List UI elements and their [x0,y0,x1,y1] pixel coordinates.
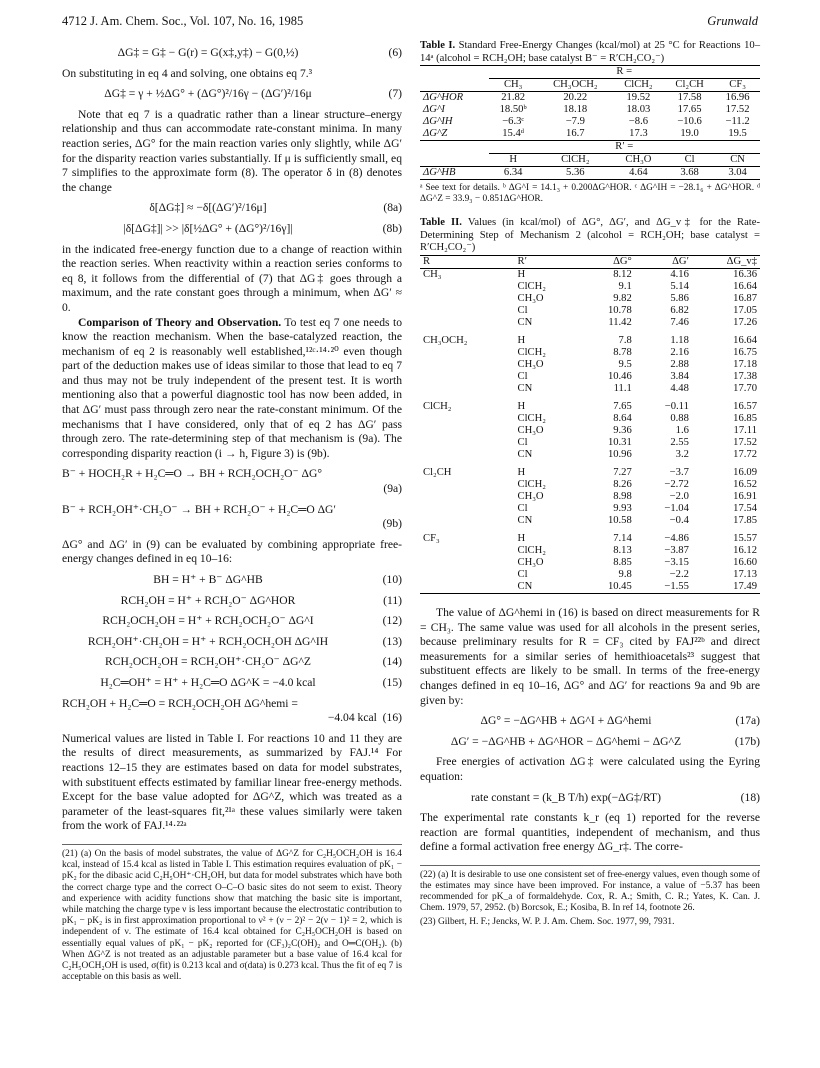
table-cell: 15.57 [733,532,757,544]
equation-8a: δ[ΔG‡] ≈ −δ[(ΔG′)²/16μ] (8a) [149,201,402,215]
table-cell: 5.14 [670,280,689,292]
author-name: Grunwald [707,14,758,28]
table-cell: 3.04 [728,167,747,179]
table-cell: CN [517,580,533,592]
table-cell: 16.96 [725,92,750,104]
table-row [420,581,760,594]
paragraph: Note that eq 7 is a quadratic rather than a linear structure–energy relationship and thus can accommodate rate-constant minima. In many reaction series, ΔG° for the main reaction varies only slightly, while ΔG′ for the disparity reaction varies substantially. If μ is sufficiently small, eq 7 simplifies to the approximate form (8). The operator δ in (8) denotes the change [62,107,402,194]
table-row [420,479,760,491]
table-cell: −2.72 [664,478,689,490]
table-cell: 17.18 [733,358,757,370]
table-cell [420,371,515,383]
table-cell: 7.14 [613,532,632,544]
table-cell: 8.13 [613,544,632,556]
table-cell: 8.64 [613,412,632,424]
equation-13: RCH₂OH⁺·CH₂OH = H⁺ + RCH₂OCH₂OH ΔG^IH (13) [87,634,402,648]
table-cell: 8.78 [613,346,632,358]
table-cell: 8.85 [613,556,632,568]
column-header: CH₃O [625,154,652,166]
table-cell [420,557,515,569]
left-column [62,40,402,985]
table-cell: −11.2 [725,116,750,128]
paragraph: The experimental rate constants k_r (eq 1) reported for the reverse reaction are formal quantities, independent of mechanism, and thus define a formal activation free energy ΔG_r‡. The corre- [420,811,760,854]
table-cell: 20.22 [563,92,588,104]
table-cell [420,491,515,503]
table-cell [420,413,515,425]
table-cell: 2.88 [670,358,689,370]
table-cell: 19.0 [680,128,699,140]
table-row [420,425,760,437]
table-cell: H [517,400,526,412]
table-cell: 10.31 [607,436,632,448]
table-row [420,467,760,479]
paragraph: Free energies of activation ΔG‡ were calculated using the Eyring equation: [420,755,760,783]
paragraph: Numerical values are listed in Table I. For reactions 10 and 11 they are the results of direct measurements, as summarized by FAJ.¹⁴ For reactions 12–15 they are estimates based on data for model substrates, with substituent effects estimated by familiar linear free-energy methods. Except for the base value adopted for ΔG^Z, which was treated as a parameter of the least-squares fit,²¹ᵃ these values similarly were taken from the work of FAJ.¹⁴·²²ᵃ [62,731,402,833]
table-row [420,401,760,413]
table-cell: 16.12 [733,544,757,556]
table-row [420,383,760,395]
table-cell: 16.91 [733,490,757,502]
table-cell: CN [517,382,533,394]
footnote-23: (23) Gilbert, H. F.; Jencks, W. P. J. Am. Chem. Soc. 1977, 99, 7931. [420,916,675,927]
table-cell: 4.64 [629,167,648,179]
table-cell [420,383,515,395]
table-cell: 16.09 [733,466,757,478]
table-cell: Cl [517,370,528,382]
table-cell: −8.6 [628,116,649,128]
table-cell: 10.58 [607,514,632,526]
table-cell [420,569,515,581]
table-row [420,449,760,461]
table-cell: 7.46 [670,316,689,328]
table-cell: 8.12 [613,268,632,280]
table-row [420,335,760,347]
paragraph: ΔG° and ΔG′ in (9) can be evaluated by combining appropriate free-energy changes defined in eq 10–16: [62,537,402,566]
group-label: CH₃ [423,268,442,280]
table-cell: 6.82 [670,304,689,316]
table-cell [420,515,515,527]
table-cell: 9.5 [618,358,632,370]
table-cell: 17.26 [733,316,757,328]
equation-18: rate constant = (k_B T/h) exp(−ΔG‡/RT) (18) [471,790,760,804]
group-label: CF₃ [423,532,440,544]
table-cell: ClCH₂ [517,412,546,424]
column-header: Cl [684,154,695,166]
table-cell: 10.78 [607,304,632,316]
table-cell: ClCH₂ [517,544,546,556]
table-cell [420,293,515,305]
table-cell: 7.27 [613,466,632,478]
equation-12: RCH₂OCH₂OH = H⁺ + RCH₂OCH₂O⁻ ΔG^I (12) [102,614,402,628]
table-cell: 1.18 [670,334,689,346]
table-cell: 16.36 [733,268,757,280]
table-cell [420,503,515,515]
table-cell: −1.04 [664,502,689,514]
footnote-22: (22) (a) It is desirable to use one consistent set of free-energy values, even though some of the estimates may since have been improved. For instance, a value of −5.37 has been recommended for pK_a of formaldehyde. Cox, R. A.; Smith, C. R.; Yates, K. Can. J. Chem. 1979, 57, 2952. (b) Borcsok, E.; Kosiba, B. In ref 14, footnote 26. [420,869,760,914]
column-group-header: R = [489,66,760,79]
table-cell: ClCH₂ [517,346,546,358]
table-cell: 16.64 [733,280,757,292]
table-cell: 4.16 [670,268,689,280]
column-header: CN [730,154,745,166]
table-cell: −3.7 [669,466,689,478]
table-cell: 6.34 [503,167,523,179]
table-cell: 19.5 [728,128,747,140]
equation-17b: ΔG′ = −ΔG^HB + ΔG^HOR − ΔG^hemi − ΔG^Z (17b) [450,734,760,748]
table-cell: 11.1 [613,382,632,394]
column-header: ClCH₂ [624,79,653,91]
table-cell: 21.82 [501,92,526,104]
table-cell: Cl [517,304,528,316]
table-cell: 5.36 [566,167,585,179]
table-cell: −4.86 [664,532,689,544]
table-cell [420,66,489,79]
table-cell: 16.64 [733,334,757,346]
table-cell: −7.9 [565,116,585,128]
column-header: ΔG′ [672,255,689,267]
table-cell: 10.45 [607,580,632,592]
table-cell [420,305,515,317]
table-row [420,116,760,128]
table-cell: 18.18 [563,104,588,116]
table-cell: 17.54 [733,502,757,514]
table-1-footnote: ᵃ See text for details. ᵇ ΔG^I = 14.1₃ + 0.200ΔG^HOR. ᶜ ΔG^IH = −28.1₆ + ΔG^HOR. ᵈ ΔG^Z = 33.9₃ − 0.851ΔG^HOR. [420,183,760,205]
row-label: ΔG^I [423,104,445,116]
table-cell: 4.48 [670,382,689,394]
table-2-caption: Table II. Values (in kcal/mol) of ΔG°, ΔG′, and ΔG_v‡ for the Rate-Determining Step of Mechanism 2 (alcohol = RCH₂OH; base catalyst = R′CH₂CO₂⁻) [420,217,760,254]
equation-17a: ΔG° = −ΔG^HB + ΔG^I + ΔG^hemi (17a) [480,714,760,728]
table-row [420,347,760,359]
row-label: ΔG^IH [423,116,453,128]
table-cell: 16.75 [733,346,757,358]
footnotes [420,865,760,928]
table-cell: 17.52 [725,104,750,116]
group-label: Cl₂CH [423,466,452,478]
running-header [62,14,758,29]
table-row [420,545,760,557]
paragraph: On substituting in eq 4 and solving, one obtains eq 7.³ [62,66,313,80]
table-cell: 9.8 [618,568,632,580]
table-row [420,413,760,425]
table-cell [420,141,489,154]
table-cell: 16.7 [566,128,585,140]
table-row [420,293,760,305]
table-cell: 17.13 [733,568,757,580]
table-cell [420,347,515,359]
table-cell: H [517,334,526,346]
table-cell: 9.36 [613,424,632,436]
group-label: CH₃OCH₂ [423,334,468,346]
table-cell: 16.85 [733,412,757,424]
table-cell [420,449,515,461]
table-cell: CH₃O [517,358,544,370]
table-cell [420,425,515,437]
column-header: CH₃ [503,79,523,91]
paragraph: Comparison of Theory and Observation. To test eq 7 one needs to know the reaction mechanism. When the base-catalyzed reaction, the mechanism of eq 2 is reasonably well established,¹²ᶜ·¹⁴·²⁰ even though part of the deduction makes use of ideas similar to those that lead to eq 7 and thus may not be truly independent of the present test. It is worth mentioning also that a powerful diagnostic tool has now been added, in that ΔG′ must pass through zero near the rate-constant minimum. Of the mechanisms that I have considered, only that of eq 2 has ΔG′ pass through zero. The rate-determining step of that mechanism is (9a). The corresponding disparity reaction (i → h, Figure 3) is (9b). [62,315,402,460]
table-cell: 9.93 [613,502,632,514]
footnote-21: (21) (a) On the basis of model substrates, the value of ΔG^Z for C₂H₅OCH₂OH is 16.4 kcal, instead of 15.4 kcal as listed in Table I. This estimation requires evaluation of pK₁ − pK₂ for the dibasic acid C₂H₅OH⁺·CH₂OH, but data for model substrates which have both the correct charge type and the correct O–C–O basic sites do not seem to exist. Theory and experience with acidity functions show that matching the basic site is important, while matching the charge type ν is less important because the electrostatic contribution to pK₁ − pK₂ is in first approximation proportional to ν² + (ν − 2)² − 2(ν − 1)² = 2, which is independent of ν. The estimate of 16.4 kcal obtained for C₂H₅OCH₂OH is based on essentially equal values of pK₁ − pK₂ reported for (CF₃)₂C(OH)₂ and O═C(OH₂). (b) When ΔG^Z is not treated as an adjustable parameter but a base value of 16.4 kcal for C₂H₅OCH₂OH is used, σ(fit) is 0.213 kcal and σ(data) is 0.273 kcal. Thus the fit of eq 7 is acceptable on this basis as well. [62,848,402,983]
table-cell [420,317,515,329]
column-group-header: R′ = [489,141,760,154]
table-header-row [420,255,760,268]
paragraph: The value of ΔG^hemi in (16) is based on direct measurements for R = CH₃. The same value was used for all alcohols in the present series, because preliminary results for R = CF₃ cited by FAJ²²ᵇ and direct measurements for a similar series of hemithioacetals²³ suggest that substituent effects are likely to be small. In terms of the free-energy changes defined in eq 10–16, ΔG° and ΔG′ for reactions 9a and 9b are given by: [420,605,760,707]
equation-11: RCH₂OH = H⁺ + RCH₂O⁻ ΔG^HOR (11) [120,593,402,607]
table-row [420,104,760,116]
table-cell: CH₃O [517,490,544,502]
table-cell: 2.16 [670,346,689,358]
table-cell: 19.52 [626,92,651,104]
column-header: ΔG° [613,255,632,267]
table-row [420,491,760,503]
equation-7: ΔG‡ = γ + ½ΔG° + (ΔG°)²/16γ − (ΔG′)²/16μ (7) [104,87,402,101]
table-2 [420,255,760,594]
table-cell: 17.05 [733,304,757,316]
table-cell: CN [517,448,533,460]
column-header: Cl₂CH [675,79,704,91]
table-cell: 10.46 [607,370,632,382]
footnotes [62,844,402,983]
table-header-row [420,154,760,167]
journal-citation: 4712 J. Am. Chem. Soc., Vol. 107, No. 16, 1985 [62,14,304,28]
table-row [420,305,760,317]
table-cell: 15.4ᵈ [502,128,525,140]
table-cell: ClCH₂ [517,478,546,490]
table-cell: H [517,466,526,478]
table-cell: 3.2 [675,448,689,460]
table-cell: 17.72 [733,448,757,460]
table-header-row [420,79,760,92]
table-1-caption: Table I. Standard Free-Energy Changes (kcal/mol) at 25 °C for Reactions 10–14ᵃ (alcohol = RCH₂OH; base catalyst B⁻ = R′CH₂CO₂⁻) [420,40,760,64]
table-row [420,359,760,371]
table-cell: 10.96 [607,448,632,460]
table-cell: CN [517,514,533,526]
table-cell: 17.85 [733,514,757,526]
table-cell: −2.2 [669,568,689,580]
table-cell: 18.03 [626,104,651,116]
table-cell [420,437,515,449]
equation-8b: |δ[ΔG‡]| >> |δ[½ΔG° + (ΔG°)²/16γ]| (8b) [123,221,402,235]
table-cell: −3.15 [664,556,689,568]
table-cell [420,281,515,293]
table-cell: 9.1 [618,280,632,292]
table-cell: 17.65 [677,104,702,116]
table-cell: CH₃O [517,556,544,568]
table-cell: 8.26 [613,478,632,490]
table-1 [420,65,760,180]
table-row [420,66,760,79]
table-cell: Cl [517,436,528,448]
table-cell: 7.65 [613,400,632,412]
table-row [420,281,760,293]
row-label: ΔG^HB [423,167,456,179]
table-cell: CN [517,316,533,328]
table-row [420,503,760,515]
table-cell: 3.84 [670,370,689,382]
table-cell: 17.70 [733,382,757,394]
table-cell: −10.6 [677,116,702,128]
table-cell: 17.49 [733,580,757,592]
group-label: ClCH₂ [423,400,452,412]
equation-14: RCH₂OCH₂OH = RCH₂OH⁺·CH₂O⁻ ΔG^Z (14) [105,655,402,669]
table-row [420,141,760,154]
table-cell: 17.58 [677,92,702,104]
equation-16: RCH₂OH + H₂C═O = RCH₂OCH₂OH ΔG^hemi = −4.04 kcal (16) [62,696,402,725]
table-row [420,557,760,569]
column-header: H [509,154,517,166]
column-header: R [423,255,431,267]
column-header: CH₃OCH₂ [553,79,598,91]
table-cell: −0.4 [669,514,689,526]
equation-9a: B⁻ + HOCH₂R + H₂C═O → BH + RCH₂OCH₂O⁻ ΔG° (9a) [62,467,402,496]
table-cell: 18.50ᵇ [499,104,527,116]
table-cell [420,545,515,557]
table-cell: 11.42 [608,316,632,328]
table-row [420,569,760,581]
table-row [420,533,760,545]
table-cell [420,359,515,371]
column-header: ΔG_v‡ [726,255,757,267]
table-cell: 17.52 [733,436,757,448]
table-row [420,128,760,141]
table-cell [420,79,489,92]
table-cell: 3.68 [680,167,699,179]
column-header: CF₃ [729,79,746,91]
table-row [420,317,760,329]
section-run-in-heading: Comparison of Theory and Observation. [78,315,282,329]
table-cell: 7.8 [618,334,632,346]
table-cell: 17.3 [629,128,648,140]
table-row [420,167,760,180]
row-label: ΔG^Z [423,128,448,140]
table-row [420,437,760,449]
table-cell: 1.6 [675,424,689,436]
equation-10: BH = H⁺ + B⁻ ΔG^HB (10) [153,573,402,586]
table-cell: 8.98 [613,490,632,502]
table-cell: −6.3ᶜ [502,116,525,128]
paragraph: in the indicated free-energy function due to a change of reaction within the reaction series. When reactivity within a reaction series conforms to eq 8, it follows from the differential of (7) that ΔG‡ goes through a maximum, and the rate constant goes through a minimum, when ΔG′ ≈ 0. [62,242,402,314]
table-cell: H [517,532,526,544]
table-cell: ClCH₂ [517,280,546,292]
table-cell: −1.55 [664,580,689,592]
table-cell: 5.86 [670,292,689,304]
table-cell: −0.11 [664,400,689,412]
table-cell: H [517,268,526,280]
equation-9b: B⁻ + RCH₂OH⁺·CH₂O⁻ → BH + RCH₂O⁻ + H₂C═O ΔG′ (9b) [62,502,402,531]
equation-15: H₂C═OH⁺ = H⁺ + H₂C═O ΔG^K = −4.0 kcal (15) [100,675,402,689]
table-cell [420,581,515,594]
table-cell: CH₃O [517,424,544,436]
table-cell: −2.0 [669,490,689,502]
table-cell: −3.87 [664,544,689,556]
equation-6: ΔG‡ = G‡ − G(r) = G(x‡,y‡) − G(0,½) (6) [117,46,402,59]
table-cell: 16.57 [733,400,757,412]
table-row [420,92,760,105]
table-row [420,268,760,281]
table-cell: Cl [517,568,528,580]
row-label: ΔG^HOR [423,92,464,104]
table-cell: Cl [517,502,528,514]
column-header: R′ [517,255,527,267]
table-cell [420,154,489,167]
table-row [420,371,760,383]
table-cell: 2.55 [670,436,689,448]
table-row [420,515,760,527]
right-column [420,40,760,930]
table-cell: 16.87 [733,292,757,304]
table-cell: 17.38 [733,370,757,382]
table-cell: 0.88 [670,412,689,424]
table-cell: 9.82 [613,292,632,304]
table-cell: 17.11 [733,424,757,436]
table-cell [420,479,515,491]
column-header: ClCH₂ [561,154,590,166]
table-cell: 16.52 [733,478,757,490]
table-cell: CH₃O [517,292,544,304]
table-cell: 16.60 [733,556,757,568]
